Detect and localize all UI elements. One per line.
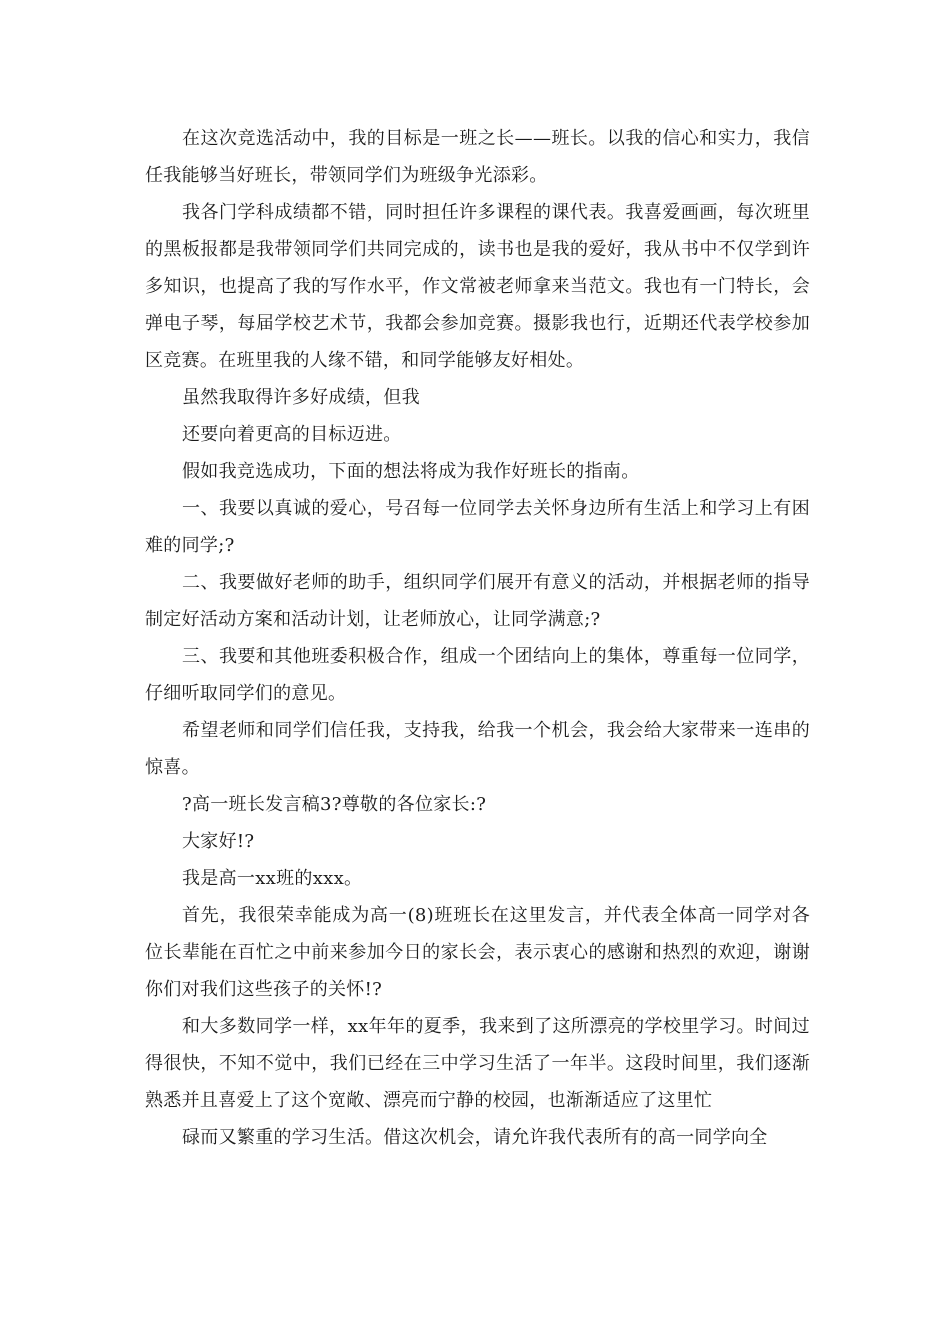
paragraph-campaign-goal: 在这次竞选活动中，我的目标是一班之长——班长。以我的信心和实力，我信任我能够当好班长，带领同学们为班级争光添彩。: [145, 128, 810, 186]
paragraph-continuation: 碌而又繁重的学习生活。借这次机会，请允许我代表所有的高一同学向全: [182, 1127, 768, 1148]
paragraph-school-life: 和大多数同学一样，xx年年的夏季，我来到了这所漂亮的学校里学习。时间过得很快，不知不觉中，我们已经在三中学习生活了一年半。这段时间里，我们逐渐熟悉并且喜爱上了这个宽敞、漂亮而宁静的校园，也渐渐适应了这里忙: [145, 1016, 810, 1111]
paragraph-achievements: 我各门学科成绩都不错，同时担任许多课程的课代表。我喜爱画画，每次班里的黑板报都是我带领同学们共同完成的，读书也是我的爱好，我从书中不仅学到许多知识，也提高了我的写作水平，作文常被老师拿来当范文。我也有一门特长，会弹电子琴，每届学校艺术节，我都会参加竞赛。摄影我也行，近期还代表学校参加区竞赛。在班里我的人缘不错，和同学能够友好相处。: [145, 202, 810, 371]
paragraph-thanks: 首先，我很荣幸能成为高一(8)班班长在这里发言，并代表全体高一同学对各位长辈能在百忙之中前来参加今日的家长会，表示衷心的感谢和热烈的欢迎，谢谢你们对我们这些孩子的关怀!?: [145, 905, 810, 1000]
paragraph-point-three: 三、我要和其他班委积极合作，组成一个团结向上的集体，尊重每一位同学，仔细听取同学们的意见。: [145, 646, 810, 704]
paragraph-greeting: 大家好!?: [182, 831, 255, 852]
paragraph-speech-heading: ?高一班长发言稿3?尊敬的各位家长:?: [182, 794, 487, 815]
document-body: [145, 120, 810, 1156]
paragraph-although: 虽然我取得许多好成绩，但我: [182, 387, 420, 408]
paragraph-point-two: 二、我要做好老师的助手，组织同学们展开有意义的活动，并根据老师的指导制定好活动方案和活动计划，让老师放心，让同学满意;?: [145, 572, 810, 630]
paragraph-hope: 希望老师和同学们信任我，支持我，给我一个机会，我会给大家带来一连串的惊喜。: [145, 720, 810, 778]
paragraph-higher-goal: 还要向着更高的目标迈进。: [182, 424, 402, 445]
paragraph-if-elected: 假如我竞选成功，下面的想法将成为我作好班长的指南。: [182, 461, 640, 482]
paragraph-self-intro: 我是高一xx班的xxx。: [182, 868, 363, 889]
paragraph-point-one: 一、我要以真诚的爱心，号召每一位同学去关怀身边所有生活上和学习上有困难的同学;?: [145, 498, 810, 556]
